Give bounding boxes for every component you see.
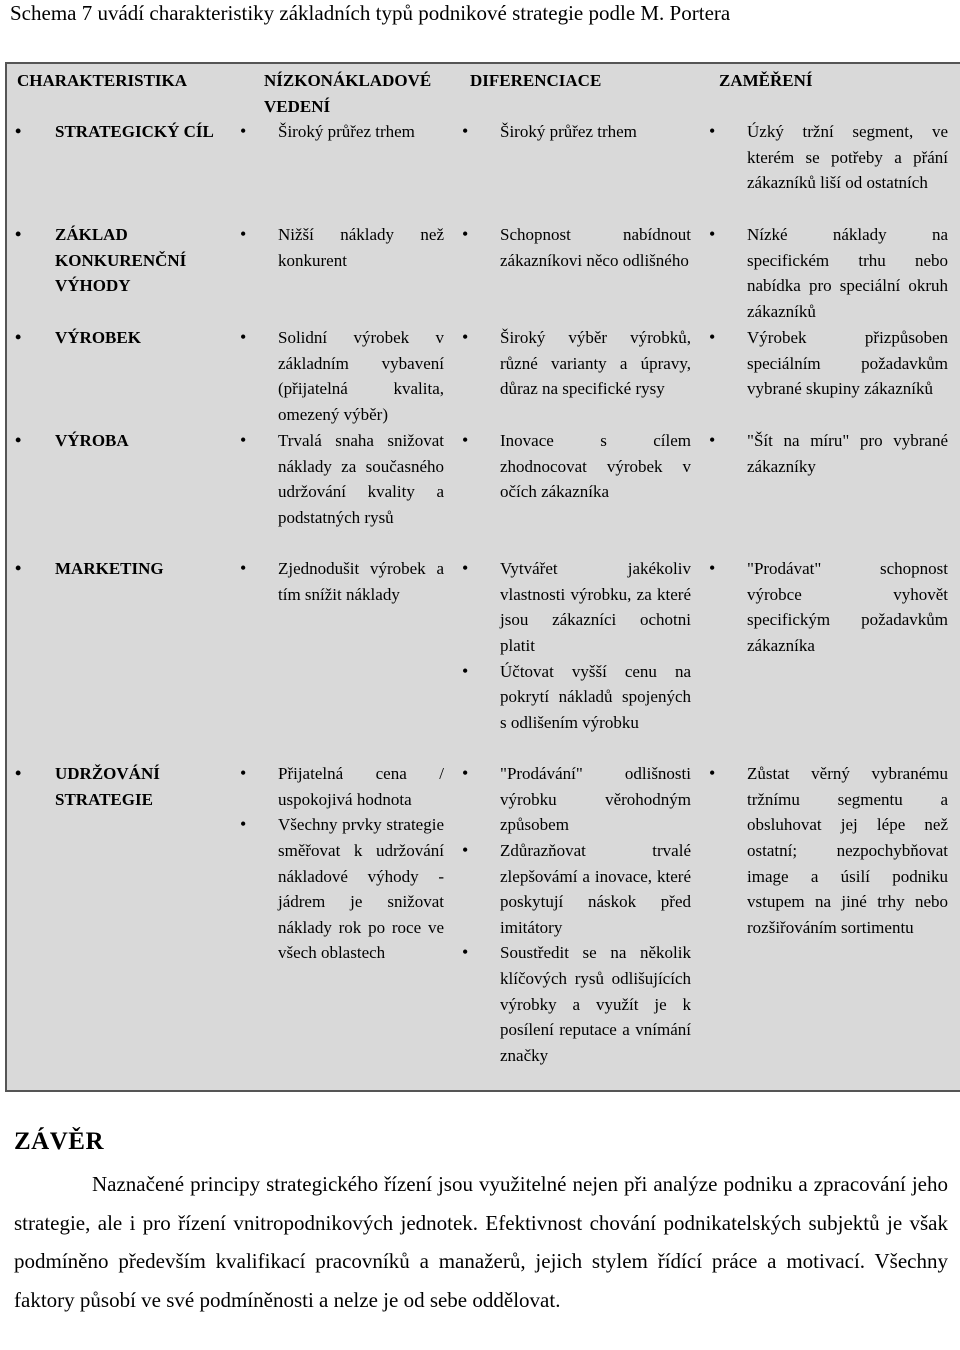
row-label-production: • VÝROBA [6, 428, 234, 556]
intro-caption: Schema 7 uvádí charakteristiky základních typů podnikové strategie podle M. Portera [10, 1, 731, 25]
list-item: • Schopnost nabídnout zákazníkovi něco odlišného [456, 222, 703, 273]
list-item: • Inovace s cílem zhodnocovat výrobek v očích zákazníka [456, 428, 703, 505]
focus-cell [703, 556, 960, 658]
list-item: • "Šít na míru" pro vybrané zákazníky [703, 428, 960, 479]
focus-cell [703, 119, 960, 196]
differentiation-cell [456, 325, 703, 402]
list-item: • Široký výběr výrobků, různé varianty a úpravy, důraz na specifické rysy [456, 325, 703, 402]
conclusion-heading: ZÁVĚR [14, 1128, 105, 1155]
table-header-row [6, 63, 960, 119]
list-item: • Výrobek přizpůsoben speciálním požadavkům vybrané skupiny zákazníků [703, 325, 960, 402]
header-characteristic: CHARAKTERISTIKA [17, 71, 188, 90]
list-item: • "Prodávat" schopnost výrobce vyhovět specifickým požadavkům zákazníka [703, 556, 960, 658]
list-item: • Zdůrazňovat trvalé zlepšovámí a inovace, které poskytují náskok před imitátory [456, 838, 703, 940]
low-cost-cell [234, 556, 456, 607]
table-row [6, 325, 960, 428]
list-item: • Soustředit se na několik klíčových rysů odlišujících výrobky a využít je k posílení reputace a vnímání značky [456, 940, 703, 1068]
differentiation-cell [456, 761, 703, 1068]
list-item: • "Prodávání" odlišnosti výrobku věrohodným způsobem [456, 761, 703, 838]
differentiation-cell [456, 556, 703, 735]
row-label-strategic-goal: • STRATEGICKÝ CÍL [6, 119, 234, 222]
list-item: • Zjednodušit výrobek a tím snížit náklady [234, 556, 456, 607]
table-row [6, 222, 960, 325]
table-row [6, 428, 960, 556]
table-row [6, 119, 960, 222]
list-item: • Široký průřez trhem [234, 119, 456, 145]
row-label-product: • VÝROBEK [6, 325, 234, 428]
focus-cell [703, 325, 960, 402]
list-item: • Široký průřez trhem [456, 119, 703, 145]
list-item: • Všechny prvky strategie směřovat k udržování nákladové výhody - jádrem je snižovat náklady rok po roce ve všech oblastech [234, 812, 456, 966]
differentiation-cell [456, 222, 703, 273]
row-label-competitive-advantage: • ZÁKLAD KONKURENČNÍ VÝHODY [6, 222, 234, 325]
list-item: • Úzký tržní segment, ve kterém se potřeby a přání zákazníků liší od ostatních [703, 119, 960, 196]
focus-cell [703, 428, 960, 479]
conclusion-paragraph: Naznačené principy strategického řízení jsou využitelné nejen při analýze podniku a zpracování jeho strategie, ale i pro řízení vnitropodnikových jednotek. Efektivnost chování podnikatelských subjektů je však podmíněno především kvalifikací pracovníků a manažerů, jejich stylem řídící práce a motivací. Všechny faktory působí ve své podmíněnosti a nelze je od sebe oddělovat. [14, 1172, 948, 1312]
differentiation-cell [456, 119, 703, 145]
low-cost-cell [234, 119, 456, 145]
header-differentiation: DIFERENCIACE [470, 71, 602, 90]
row-label-marketing: • MARKETING [6, 556, 234, 761]
porter-strategy-table [5, 62, 960, 1092]
low-cost-cell [234, 428, 456, 530]
low-cost-cell [234, 325, 456, 427]
list-item: • Trvalá snaha snižovat náklady za současného udržování kvality a podstatných rysů [234, 428, 456, 530]
header-focus: ZAMĚŘENÍ [719, 71, 813, 90]
table-row [6, 761, 960, 1091]
list-item: • Solidní výrobek v základním vybavení (přijatelná kvalita, omezený výběr) [234, 325, 456, 427]
list-item: • Zůstat věrný vybranému tržnímu segmentu a obsluhovat jej lépe než ostatní; nezpochybňovat image a úsilí podniku vstupem na jiné trhy nebo rozšiřováním sortimentu [703, 761, 960, 940]
low-cost-cell [234, 761, 456, 966]
list-item: • Nižší náklady než konkurent [234, 222, 456, 273]
row-label-strategy-maintenance: • UDRŽOVÁNÍ STRATEGIE [6, 761, 234, 1091]
table-row [6, 556, 960, 761]
list-item: • Vytvářet jakékoliv vlastnosti výrobku, za které jsou zákazníci ochotni platit [456, 556, 703, 658]
header-low-cost: NÍZKONÁKLADOVÉ VEDENÍ [264, 71, 432, 116]
list-item: • Účtovat vyšší cenu na pokrytí nákladů spojených s odlišením výrobku [456, 659, 703, 736]
differentiation-cell [456, 428, 703, 505]
list-item: • Přijatelná cena / uspokojivá hodnota [234, 761, 456, 812]
list-item: • Nízké náklady na specifickém trhu nebo nabídka pro speciální okruh zákazníků [703, 222, 960, 324]
focus-cell [703, 222, 960, 324]
low-cost-cell [234, 222, 456, 273]
focus-cell [703, 761, 960, 940]
